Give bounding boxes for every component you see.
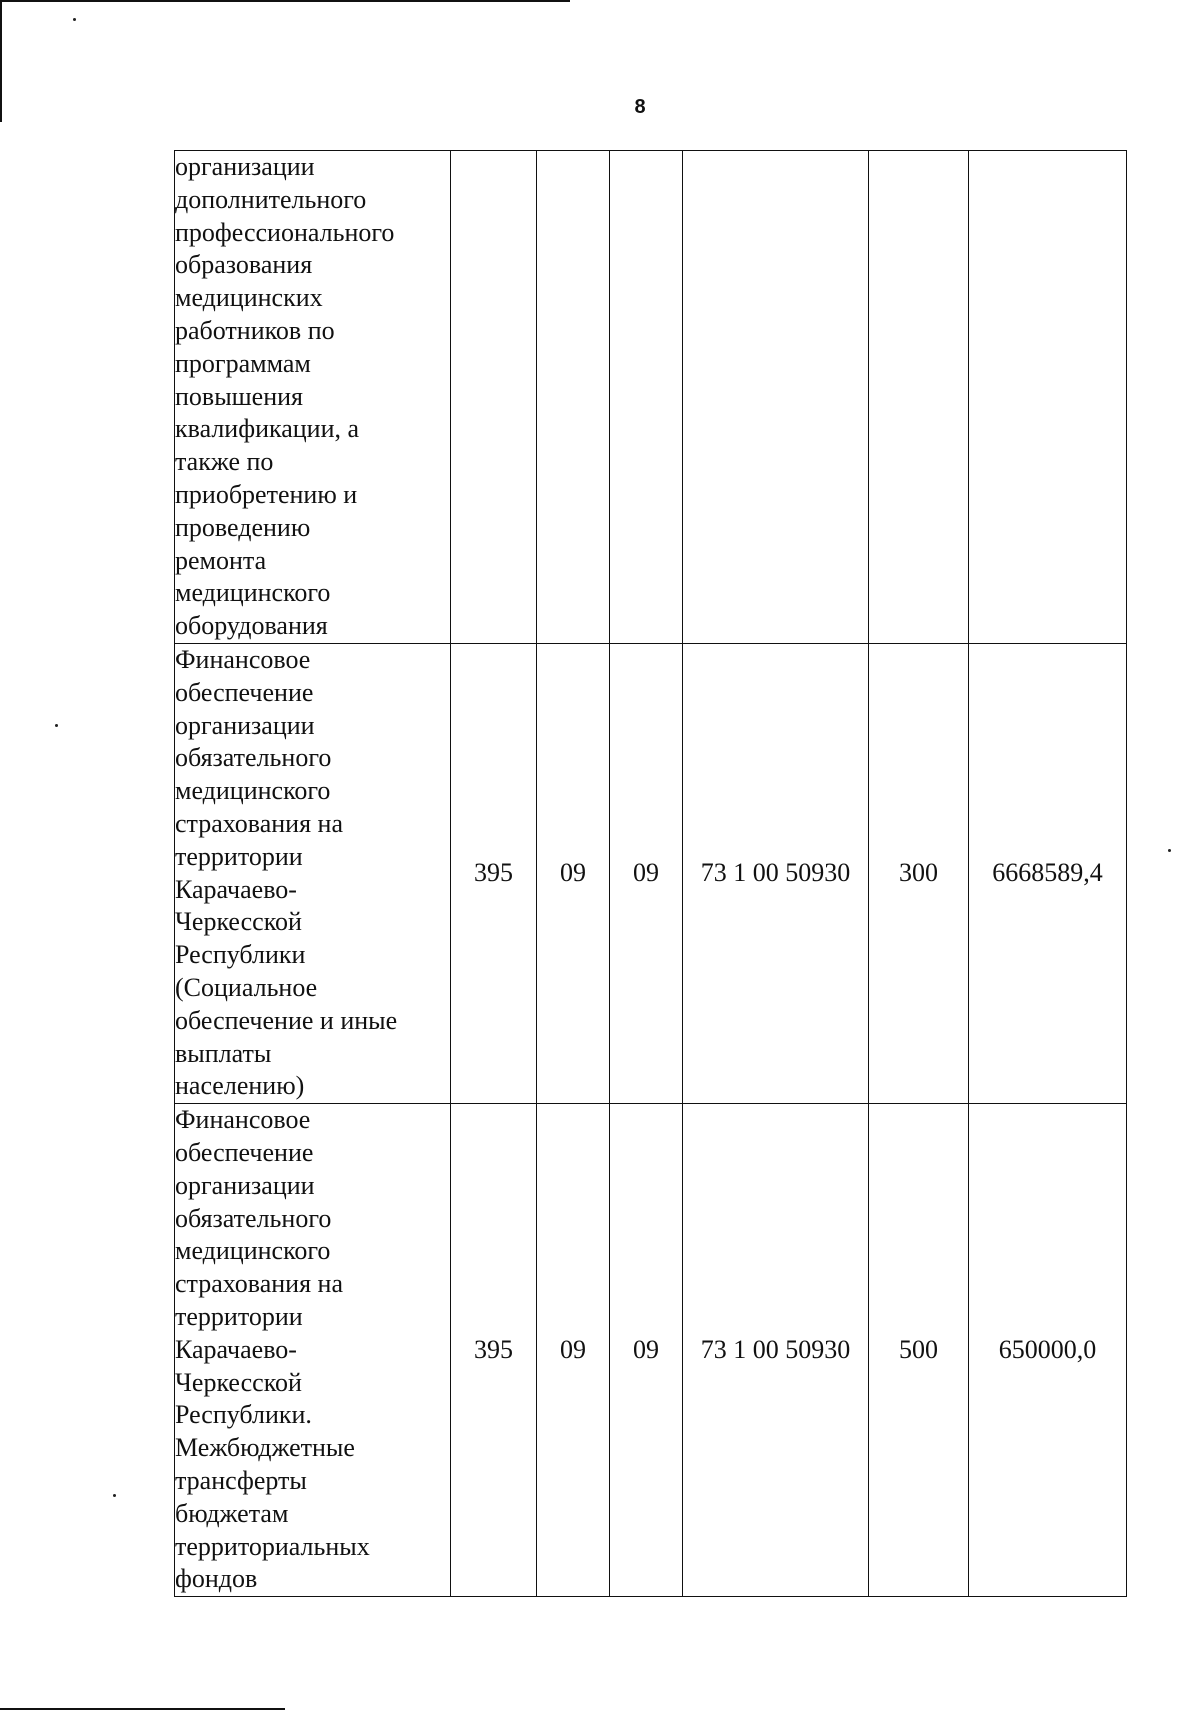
- description-line: программам: [175, 348, 311, 378]
- description-line: страхования на: [175, 808, 343, 838]
- scan-speck: [113, 1494, 116, 1497]
- target-article-cell: 73 1 00 50930: [683, 644, 869, 1104]
- description-line: трансферты: [175, 1465, 307, 1495]
- expense-type-cell: 500: [869, 1104, 969, 1597]
- description-line: обеспечение: [175, 1137, 314, 1167]
- description-line: образования: [175, 250, 313, 280]
- description-line: Карачаево-: [175, 1334, 297, 1364]
- description-line: обеспечение и иные: [175, 1005, 398, 1035]
- budget-table: [174, 150, 1127, 1597]
- section-code-cell: 09: [537, 1104, 610, 1597]
- description-line: профессионального: [175, 217, 395, 247]
- scan-edge-top: [0, 0, 570, 2]
- scan-edge-bottom: [0, 1708, 285, 1710]
- scan-speck: [73, 18, 76, 21]
- description-line: медицинских: [175, 283, 323, 313]
- description-line: медицинского: [175, 776, 331, 806]
- description-line: оборудования: [175, 611, 328, 641]
- description-line: организации: [175, 1170, 315, 1200]
- description-line: медицинского: [175, 578, 331, 608]
- description-line: Республики: [175, 940, 306, 970]
- row-description: [175, 644, 451, 1104]
- description-line: работников по: [175, 315, 335, 345]
- table-row: [175, 151, 1127, 644]
- description-line: организации: [175, 152, 315, 181]
- section-code-cell: [537, 151, 610, 644]
- subsection-code-cell: 09: [610, 1104, 683, 1597]
- scan-speck: [1168, 849, 1171, 852]
- description-line: Республики.: [175, 1400, 312, 1430]
- description-line: страхования на: [175, 1269, 343, 1299]
- description-line: территории: [175, 841, 303, 871]
- description-line: дополнительного: [175, 184, 367, 214]
- description-line: также по: [175, 447, 274, 477]
- description-line: приобретению и: [175, 479, 358, 509]
- amount-cell: 6668589,4: [969, 644, 1127, 1104]
- description-line: (Социальное: [175, 972, 318, 1002]
- description-line: обеспечение: [175, 677, 314, 707]
- subsection-code-cell: [610, 151, 683, 644]
- expense-type-cell: 300: [869, 644, 969, 1104]
- section-code-cell: 09: [537, 644, 610, 1104]
- description-line: фондов: [175, 1564, 258, 1594]
- description-line: территории: [175, 1301, 303, 1331]
- description-line: обязательного: [175, 743, 332, 773]
- description-line: населению): [175, 1071, 305, 1101]
- description-line: ремонта: [175, 545, 267, 575]
- description-line: бюджетам: [175, 1498, 289, 1528]
- description-line: Финансовое: [175, 645, 311, 674]
- description-line: квалификации, а: [175, 414, 360, 444]
- scan-speck: [55, 724, 58, 727]
- amount-cell: 650000,0: [969, 1104, 1127, 1597]
- row-description: [175, 1104, 451, 1597]
- ministry-code-cell: [451, 151, 537, 644]
- description-line: территориальных: [175, 1531, 370, 1561]
- description-line: выплаты: [175, 1038, 272, 1068]
- description-line: Финансовое: [175, 1105, 311, 1135]
- expense-type-cell: [869, 151, 969, 644]
- amount-cell: [969, 151, 1127, 644]
- target-article-cell: [683, 151, 869, 644]
- description-line: Черкесской: [175, 907, 302, 937]
- target-article-cell: 73 1 00 50930: [683, 1104, 869, 1597]
- description-line: повышения: [175, 381, 304, 411]
- description-line: обязательного: [175, 1203, 332, 1233]
- subsection-code-cell: 09: [610, 644, 683, 1104]
- ministry-code-cell: 395: [451, 644, 537, 1104]
- description-line: медицинского: [175, 1236, 331, 1266]
- table-row: [175, 1104, 1127, 1597]
- table-row: [175, 644, 1127, 1104]
- description-line: Черкесской: [175, 1367, 302, 1397]
- page-number: 8: [634, 96, 646, 118]
- description-line: Карачаево-: [175, 874, 297, 904]
- description-line: проведению: [175, 512, 311, 542]
- description-line: организации: [175, 710, 315, 740]
- row-description: [175, 151, 451, 644]
- ministry-code-cell: 395: [451, 1104, 537, 1597]
- description-line: Межбюджетные: [175, 1433, 355, 1463]
